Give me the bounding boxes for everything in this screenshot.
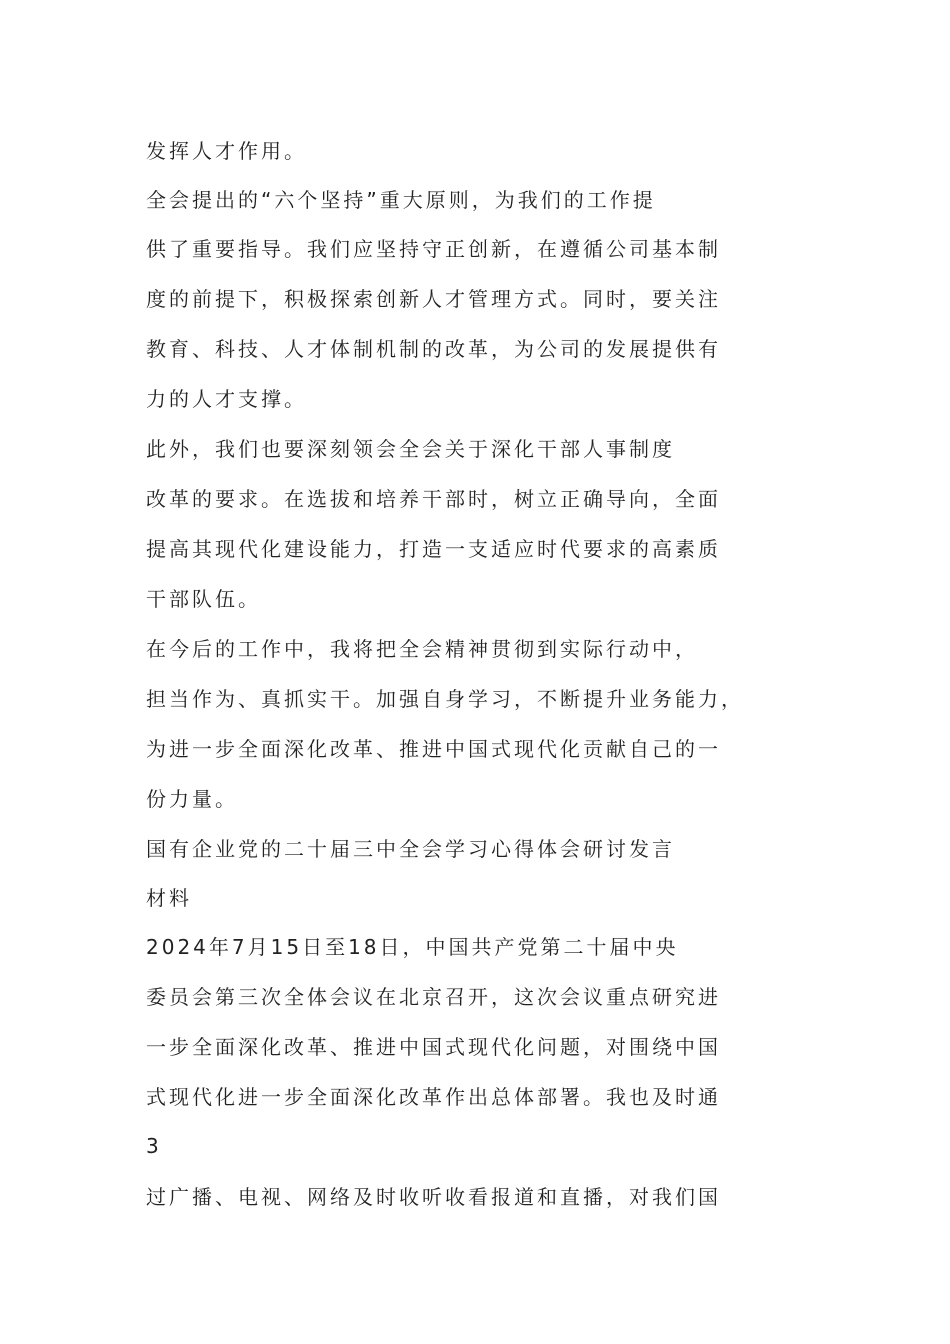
section-title-line: 国有企业党的二十届三中全会学习心得体会研讨发言: [146, 837, 675, 861]
text-line: 提高其现代化建设能力，打造一支适应时代要求的高素质: [146, 537, 721, 561]
text-line: 此外，我们也要深刻领会全会关于深化干部人事制度: [146, 437, 675, 461]
text-line: 过广播、电视、网络及时收听收看报道和直播，对我们国: [146, 1185, 721, 1209]
text-line: 担当作为、真抓实干。加强自身学习，不断提升业务能力，: [146, 687, 744, 711]
text-line: 为进一步全面深化改革、推进中国式现代化贡献自己的一: [146, 737, 721, 761]
section-title-line: 材料: [146, 886, 192, 910]
text-line: 式现代化进一步全面深化改革作出总体部署。我也及时通: [146, 1085, 721, 1109]
text-line: 教育、科技、人才体制机制的改革，为公司的发展提供有: [146, 337, 721, 361]
text-line: 一步全面深化改革、推进中国式现代化问题，对围绕中国: [146, 1035, 721, 1059]
text-line: 在今后的工作中，我将把全会精神贯彻到实际行动中，: [146, 637, 698, 661]
text-line: 份力量。: [146, 787, 238, 811]
text-line: 度的前提下，积极探索创新人才管理方式。同时，要关注: [146, 287, 721, 311]
text-line: 力的人才支撑。: [146, 387, 307, 411]
text-line: 干部队伍。: [146, 587, 261, 611]
text-line: 改革的要求。在选拔和培养干部时，树立正确导向，全面: [146, 487, 721, 511]
page-number: 3: [146, 1134, 159, 1158]
text-line: 全会提出的“六个坚持”重大原则，为我们的工作提: [146, 188, 656, 212]
text-line: 委员会第三次全体会议在北京召开，这次会议重点研究进: [146, 985, 721, 1009]
text-line: 发挥人才作用。: [146, 139, 307, 163]
text-line: 供了重要指导。我们应坚持守正创新，在遵循公司基本制: [146, 237, 721, 261]
text-line: 2024年7月15日至18日，中国共产党第二十届中央: [146, 935, 679, 959]
